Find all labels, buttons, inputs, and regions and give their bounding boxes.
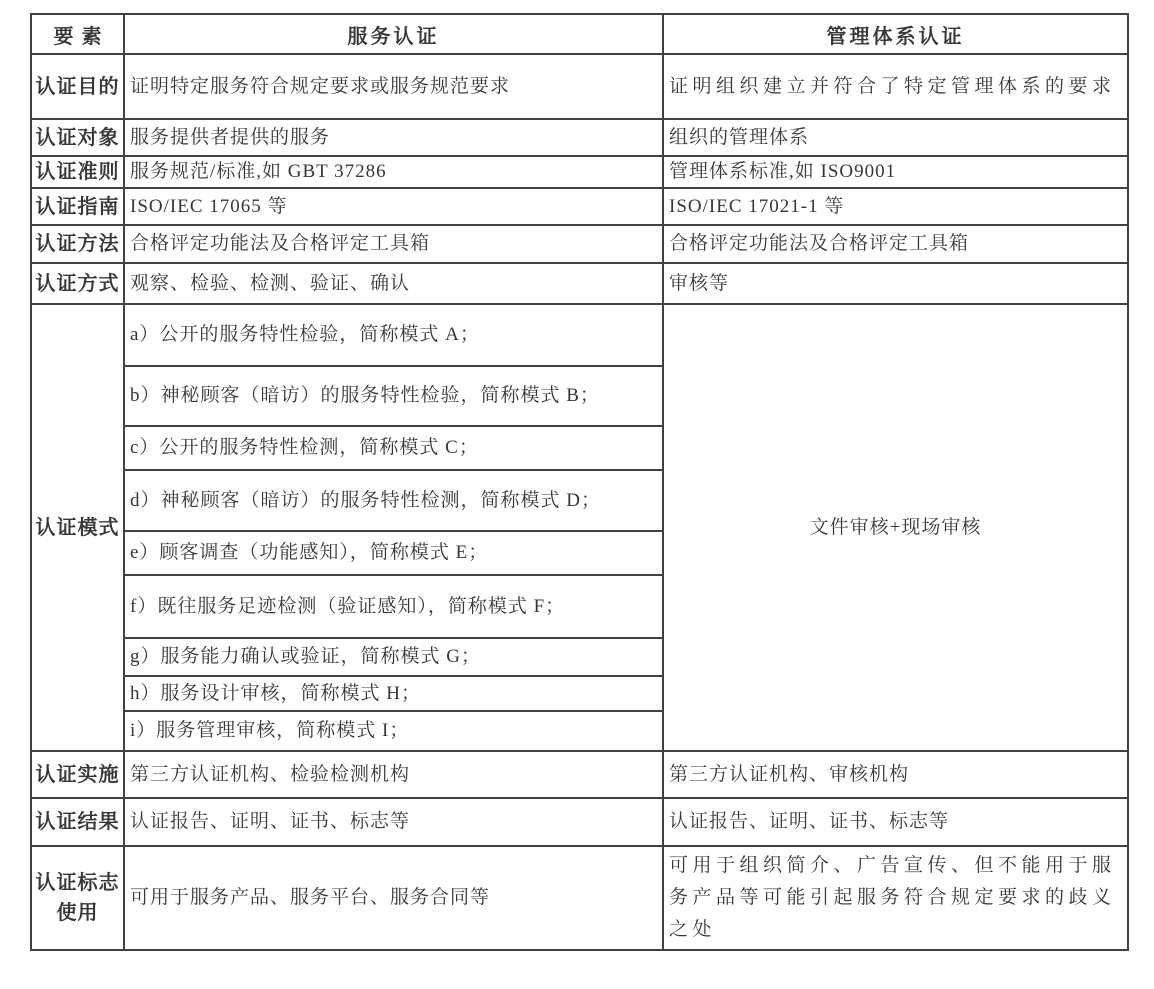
mode-item-a: a）公开的服务特性检验，简称模式 A； xyxy=(124,304,663,366)
row-label-guideline: 认证指南 xyxy=(31,188,124,225)
cell-service-object: 服务提供者提供的服务 xyxy=(124,119,663,156)
table-row xyxy=(31,188,1128,225)
certification-comparison-table xyxy=(30,13,1129,951)
cell-management-result: 认证报告、证明、证书、标志等 xyxy=(663,798,1128,846)
cell-service-method: 合格评定功能法及合格评定工具箱 xyxy=(124,225,663,263)
row-label-mark-usage: 认证标志使用 xyxy=(31,846,124,950)
row-label-purpose: 认证目的 xyxy=(31,54,124,119)
table-row xyxy=(31,846,1128,950)
row-label-mode: 认证模式 xyxy=(31,304,124,751)
cell-service-criteria: 服务规范/标准,如 GBT 37286 xyxy=(124,156,663,188)
mode-item-b: b）神秘顾客（暗访）的服务特性检验，简称模式 B； xyxy=(124,366,663,426)
table-row xyxy=(31,225,1128,263)
mode-item-c: c）公开的服务特性检测，简称模式 C； xyxy=(124,426,663,470)
table-row xyxy=(31,263,1128,304)
row-label-result: 认证结果 xyxy=(31,798,124,846)
cell-service-mark-usage: 可用于服务产品、服务平台、服务合同等 xyxy=(124,846,663,950)
table-row xyxy=(31,156,1128,188)
cell-management-mode: 文件审核+现场审核 xyxy=(663,304,1128,751)
table-row xyxy=(31,798,1128,846)
mode-item-i: i）服务管理审核，简称模式 I； xyxy=(124,711,663,751)
mode-item-d: d）神秘顾客（暗访）的服务特性检测，简称模式 D； xyxy=(124,470,663,531)
cell-management-guideline: ISO/IEC 17021-1 等 xyxy=(663,188,1128,225)
table-row xyxy=(31,119,1128,156)
cell-service-guideline: ISO/IEC 17065 等 xyxy=(124,188,663,225)
table-row xyxy=(31,304,1128,366)
row-label-criteria: 认证准则 xyxy=(31,156,124,188)
cell-management-object: 组织的管理体系 xyxy=(663,119,1128,156)
cell-management-method: 合格评定功能法及合格评定工具箱 xyxy=(663,225,1128,263)
cell-service-result: 认证报告、证明、证书、标志等 xyxy=(124,798,663,846)
column-header-element: 要素 xyxy=(31,14,124,54)
mode-item-e: e）顾客调查（功能感知），简称模式 E； xyxy=(124,531,663,575)
cell-management-way: 审核等 xyxy=(663,263,1128,304)
table-row xyxy=(31,751,1128,798)
mode-item-g: g）服务能力确认或验证，简称模式 G； xyxy=(124,638,663,676)
mode-item-f: f）既往服务足迹检测（验证感知），简称模式 F； xyxy=(124,575,663,638)
cell-service-implementation: 第三方认证机构、检验检测机构 xyxy=(124,751,663,798)
mode-item-h: h）服务设计审核，简称模式 H； xyxy=(124,676,663,711)
column-header-service: 服务认证 xyxy=(124,14,663,54)
column-header-management: 管理体系认证 xyxy=(663,14,1128,54)
table-row xyxy=(31,54,1128,119)
row-label-way: 认证方式 xyxy=(31,263,124,304)
row-label-implementation: 认证实施 xyxy=(31,751,124,798)
cell-service-purpose: 证明特定服务符合规定要求或服务规范要求 xyxy=(124,54,663,119)
cell-management-criteria: 管理体系标准,如 ISO9001 xyxy=(663,156,1128,188)
header-row xyxy=(31,14,1128,54)
row-label-object: 认证对象 xyxy=(31,119,124,156)
cell-management-implementation: 第三方认证机构、审核机构 xyxy=(663,751,1128,798)
row-label-method: 认证方法 xyxy=(31,225,124,263)
cell-service-way: 观察、检验、检测、验证、确认 xyxy=(124,263,663,304)
cell-management-purpose: 证明组织建立并符合了特定管理体系的要求 xyxy=(663,54,1128,119)
cell-management-mark-usage: 可用于组织简介、广告宣传、但不能用于服务产品等可能引起服务符合规定要求的歧义之处 xyxy=(663,846,1128,950)
